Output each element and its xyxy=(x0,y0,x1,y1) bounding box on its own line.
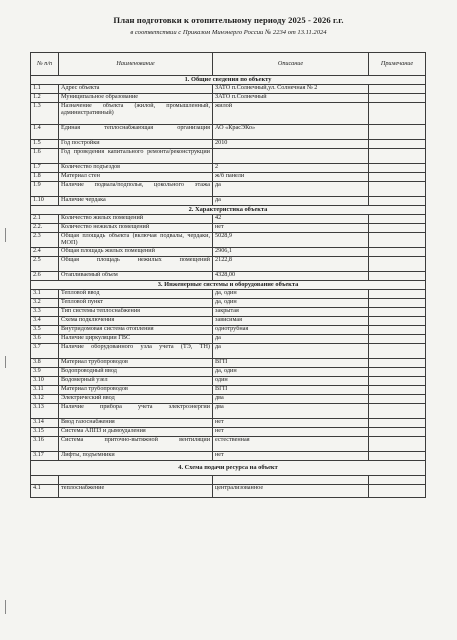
row-number: 3.15 xyxy=(31,428,59,437)
row-note xyxy=(369,182,426,197)
row-number: 3.14 xyxy=(31,419,59,428)
row-note xyxy=(369,359,426,368)
row-note xyxy=(369,272,426,281)
table-row xyxy=(31,182,426,197)
table-row xyxy=(31,149,426,164)
row-description: ВГП xyxy=(213,359,369,368)
column-header-note: Примечание xyxy=(369,53,426,76)
row-number: 3.10 xyxy=(31,377,59,386)
row-name: Год постройки xyxy=(59,140,213,149)
row-name: Водопроводный ввод xyxy=(59,368,213,377)
row-description xyxy=(213,149,369,164)
row-description: нет xyxy=(213,428,369,437)
row-note xyxy=(369,386,426,395)
column-header-name: Наименование xyxy=(59,53,213,76)
column-header-number: № п/п xyxy=(31,53,59,76)
row-name: Система АППЗ и дымоудаления xyxy=(59,428,213,437)
row-number: 3.17 xyxy=(31,452,59,461)
row-number: 2.4 xyxy=(31,248,59,257)
row-name: Наличие циркуляции ГВС xyxy=(59,335,213,344)
row-number: 2.1 xyxy=(31,215,59,224)
row-description: два xyxy=(213,395,369,404)
row-description: да xyxy=(213,197,369,206)
plan-table xyxy=(30,52,426,498)
row-note xyxy=(369,299,426,308)
row-description: ж/б панели xyxy=(213,173,369,182)
row-name: Количество нежилых помещений xyxy=(59,224,213,233)
row-description: да, один xyxy=(213,368,369,377)
row-description: да, один xyxy=(213,299,369,308)
table-row xyxy=(31,452,426,461)
row-note xyxy=(369,85,426,94)
row-number: 1.3 xyxy=(31,103,59,125)
row-number: 1.5 xyxy=(31,140,59,149)
row-name: Материал трубопроводов xyxy=(59,386,213,395)
row-number: 1.10 xyxy=(31,197,59,206)
row-note xyxy=(369,149,426,164)
row-description: 2122,8 xyxy=(213,257,369,272)
row-description: ВГП xyxy=(213,386,369,395)
row-description: нет xyxy=(213,452,369,461)
margin-mark xyxy=(5,356,10,368)
row-note xyxy=(369,215,426,224)
row-name: Электрический ввод xyxy=(59,395,213,404)
row-number: 2.5 xyxy=(31,257,59,272)
row-note xyxy=(369,452,426,461)
row-description: нет xyxy=(213,419,369,428)
table-row xyxy=(31,272,426,281)
row-name: Внутридомовая система отопления xyxy=(59,326,213,335)
row-name: Наличие подвала/подполья, цокольного этажа xyxy=(59,182,213,197)
document-subtitle: в соответствии с Приказом Минэнерго России № 2234 от 13.11.2024 xyxy=(130,29,327,36)
row-number: 3.13 xyxy=(31,404,59,419)
row-description: централизованное xyxy=(213,485,369,498)
row-name: Наличие прибора учета электроэнергии xyxy=(59,404,213,419)
row-name: Наличие оборудованного узла учета (ТЭ, ТН) xyxy=(59,344,213,359)
row-name: Общая площадь нежилых помещений xyxy=(59,257,213,272)
column-header-description: Описание xyxy=(213,53,369,76)
section-title: 2. Характеристика объекта xyxy=(31,206,426,215)
table-row xyxy=(31,233,426,248)
section-title: 4. Схема подачи ресурса на объект xyxy=(31,461,426,476)
row-name: Общая площадь жилых помещений xyxy=(59,248,213,257)
row-name: Лифты, подъемники xyxy=(59,452,213,461)
table-header-row xyxy=(31,53,426,76)
row-name: теплоснабжение xyxy=(59,485,213,498)
row-name: Муниципальное образование xyxy=(59,94,213,103)
row-number: 3.8 xyxy=(31,359,59,368)
row-number: 3.16 xyxy=(31,437,59,452)
row-description: жилой xyxy=(213,103,369,125)
row-name: Назначение объекта (жилой, промышленный, административный) xyxy=(59,103,213,125)
row-number: 1.7 xyxy=(31,164,59,173)
row-note xyxy=(369,248,426,257)
row-name: Схема подключения xyxy=(59,317,213,326)
row-note xyxy=(369,428,426,437)
row-note xyxy=(369,368,426,377)
row-note xyxy=(369,485,426,498)
row-description: нет xyxy=(213,224,369,233)
row-note xyxy=(369,125,426,140)
row-note xyxy=(369,395,426,404)
row-number: 2.2. xyxy=(31,224,59,233)
table-row xyxy=(31,344,426,359)
row-number: 3.4 xyxy=(31,317,59,326)
row-description: да xyxy=(213,344,369,359)
row-description: АО «КрасЭКо» xyxy=(213,125,369,140)
row-name: Тип системы теплоснабжения xyxy=(59,308,213,317)
table-row xyxy=(31,437,426,452)
table-row xyxy=(31,404,426,419)
margin-mark xyxy=(5,600,10,614)
row-name: Водомерный узел xyxy=(59,377,213,386)
row-number: 2.6 xyxy=(31,272,59,281)
row-name: Количество подъездов xyxy=(59,164,213,173)
row-description: да xyxy=(213,335,369,344)
table-row xyxy=(31,197,426,206)
row-description: 42 xyxy=(213,215,369,224)
row-note xyxy=(369,173,426,182)
row-description: закрытая xyxy=(213,308,369,317)
row-description: 5028,9 xyxy=(213,233,369,248)
row-description: ЗАТО п.Солнечный xyxy=(213,94,369,103)
row-name: Отапливаемый объем xyxy=(59,272,213,281)
row-number: 1.9 xyxy=(31,182,59,197)
row-note xyxy=(369,257,426,272)
row-number: 3.1 xyxy=(31,290,59,299)
row-number: 3.2 xyxy=(31,299,59,308)
row-note xyxy=(369,164,426,173)
row-description: два xyxy=(213,404,369,419)
row-name: Система приточно-вытяжной вентиляции xyxy=(59,437,213,452)
row-note xyxy=(369,224,426,233)
row-note xyxy=(369,326,426,335)
row-description: один xyxy=(213,377,369,386)
row-number: 3.6 xyxy=(31,335,59,344)
row-name: Количество жилых помещений xyxy=(59,215,213,224)
row-name: Адрес объекта xyxy=(59,85,213,94)
row-name: Наличие чердака xyxy=(59,197,213,206)
row-description: ЗАТО п.Солнечный,ул. Солнечная № 2 xyxy=(213,85,369,94)
table-row xyxy=(31,257,426,272)
row-note xyxy=(369,335,426,344)
margin-mark xyxy=(5,228,10,242)
row-number: 1.4 xyxy=(31,125,59,140)
row-note xyxy=(369,290,426,299)
table-row xyxy=(31,125,426,140)
row-name: Тепловой пункт xyxy=(59,299,213,308)
row-note xyxy=(369,317,426,326)
table-row xyxy=(31,485,426,498)
row-description: зависимая xyxy=(213,317,369,326)
row-name: Ввод газоснабжения xyxy=(59,419,213,428)
row-number: 3.9 xyxy=(31,368,59,377)
document-title: План подготовки к отопительному периоду 2025 - 2026 г.г. xyxy=(113,15,344,25)
section-title: 3. Инженерные системы и оборудование объекта xyxy=(31,281,426,290)
row-note xyxy=(369,419,426,428)
row-number: 3.7 xyxy=(31,344,59,359)
row-description: 2 xyxy=(213,164,369,173)
row-note xyxy=(369,308,426,317)
row-description: да, один xyxy=(213,290,369,299)
row-description: 4328,00 xyxy=(213,272,369,281)
row-note xyxy=(369,437,426,452)
row-note xyxy=(369,344,426,359)
row-name: Единая теплоснабжающая организация xyxy=(59,125,213,140)
table-body xyxy=(31,76,426,498)
row-note xyxy=(369,94,426,103)
row-note xyxy=(369,377,426,386)
row-number: 1.6 xyxy=(31,149,59,164)
row-note xyxy=(369,233,426,248)
row-note xyxy=(369,404,426,419)
row-description: естественная xyxy=(213,437,369,452)
table-row xyxy=(31,103,426,125)
row-name: Год проведения капитального ремонта/реконструкции xyxy=(59,149,213,164)
row-number: 3.5 xyxy=(31,326,59,335)
row-note xyxy=(369,140,426,149)
row-number: 2.3 xyxy=(31,233,59,248)
row-number: 1.2 xyxy=(31,94,59,103)
row-name: Тепловой ввод xyxy=(59,290,213,299)
row-number: 3.12 xyxy=(31,395,59,404)
row-description: 2906,1 xyxy=(213,248,369,257)
row-number: 3.3 xyxy=(31,308,59,317)
row-note xyxy=(369,197,426,206)
row-name: Материал трубопроводов xyxy=(59,359,213,368)
row-number: 1.8 xyxy=(31,173,59,182)
section-title: 1. Общие сведения по объекту xyxy=(31,76,426,85)
row-number: 1.1 xyxy=(31,85,59,94)
row-description: однотрубная xyxy=(213,326,369,335)
row-description: да xyxy=(213,182,369,197)
row-number: 4.1 xyxy=(31,485,59,498)
row-name: Общая площадь объекта (включая подвалы, чердаки, МОП) xyxy=(59,233,213,248)
row-number: 3.11 xyxy=(31,386,59,395)
section-header-row xyxy=(31,461,426,476)
row-name: Материал стен xyxy=(59,173,213,182)
row-note xyxy=(369,103,426,125)
row-description: 2010 xyxy=(213,140,369,149)
